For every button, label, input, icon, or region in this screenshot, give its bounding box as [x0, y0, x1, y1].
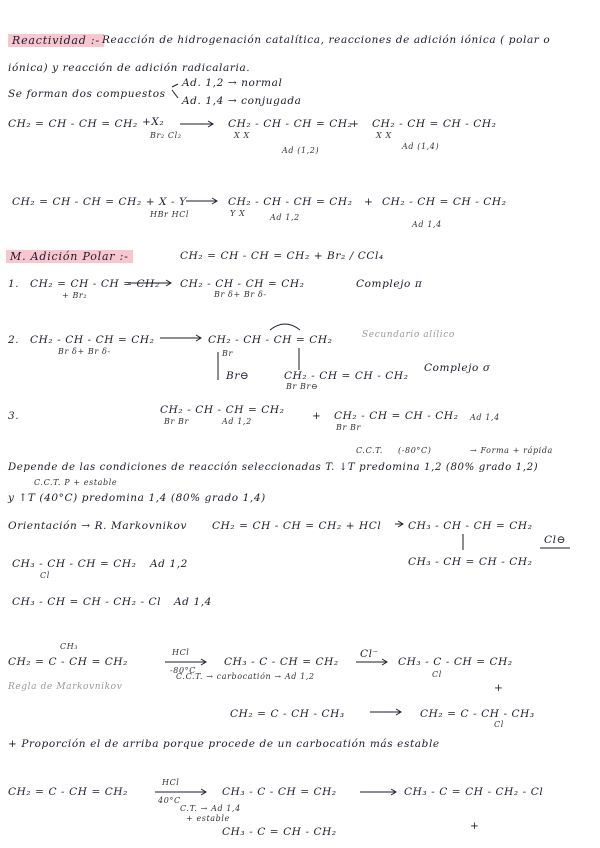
chloride-ion: Cl⊖: [544, 534, 566, 546]
conditions-line-1: Depende de las condiciones de reacción seleccionadas T. ↓T predomina 1,2 (80% grado 1,2): [8, 462, 539, 473]
ex1-faint-note: Regla de Markovnikov: [8, 682, 123, 692]
ex2-reagent: HCl: [162, 778, 180, 787]
rx2-note: HBr HCl: [150, 210, 190, 219]
ex1-reagent: HCl: [172, 648, 190, 657]
forms-option-conjugada: Ad. 1,4 → conjugada: [182, 95, 302, 107]
rx2-plus: +: [364, 196, 374, 208]
ex1-chloride: Cl⁻: [360, 648, 379, 660]
step2-resonance: CH₂ - CH = CH - CH₂: [284, 370, 409, 382]
intro-text-a: Reacción de hidrogenación catalítica, reacciones de adición iónica ( polar o: [102, 34, 551, 46]
step3-product-2-sub: Br Br: [336, 423, 361, 432]
markovnikov-cation-2: CH₃ - CH = CH - CH₂: [408, 556, 533, 568]
section-title-adicion-polar: M. Adición Polar :-: [6, 250, 133, 263]
ex2-cation-2: CH₃ - C = CH - CH₂: [222, 826, 337, 838]
step1-number: 1.: [8, 278, 20, 290]
step2-mid: CH₂ - CH - CH = CH₂: [208, 334, 333, 346]
step1-label: Complejo π: [356, 278, 423, 290]
rx2-product-1: CH₂ - CH - CH = CH₂: [228, 196, 353, 208]
markovnikov-product-2: CH₃ - CH = CH - CH₂ - Cl: [12, 596, 162, 608]
conditions-line-2-top: C.C.T. P + estable: [34, 478, 118, 487]
step1-left: CH₂ = CH - CH = CH₂: [30, 278, 160, 290]
conditions-line-2: y ↑T (40°C) predomina 1,4 (80% grado 1,4): [8, 492, 266, 504]
conclusion-text: + Proporción el de arriba porque procede de un carbocatión más estable: [8, 738, 440, 750]
cond-cct: C.C.T.: [356, 446, 384, 455]
step3-number: 3.: [8, 410, 20, 422]
step3-product-1-sub: Br Br: [164, 417, 189, 426]
ex1-cation: CH₃ - C - CH = CH₂: [224, 656, 339, 668]
brace-lower: [172, 90, 178, 98]
intro-text-b: iónica) y reacción de adición radicalaria.: [8, 62, 251, 74]
step1-left-sub: + Br₂: [62, 291, 88, 300]
section-title-reactividad: Reactividad :-: [8, 34, 104, 47]
rx2-product-1-sub: Y X: [230, 209, 246, 218]
markovnikov-product-2-label: Ad 1,4: [174, 596, 212, 608]
step2-label: Complejo σ: [424, 362, 491, 374]
cond-temp-low: (-80°C): [398, 446, 432, 455]
step2-number: 2.: [8, 334, 20, 346]
markovnikov-product-1: CH₃ - CH - CH = CH₂: [12, 558, 137, 570]
step3-product-1-label: Ad 1,2: [222, 417, 252, 426]
polar-header-reaction: CH₂ = CH - CH = CH₂ + Br₂ / CCl₄: [180, 250, 384, 262]
markovnikov-label: Orientación → R. Markovnikov: [8, 520, 188, 532]
ex2-cation: CH₃ - C - CH = CH₂: [222, 786, 337, 798]
step2-br-ion: Br⊖: [226, 370, 250, 382]
cond-fast-form: → Forma + rápida: [470, 446, 553, 455]
brace-upper: [172, 84, 178, 87]
step1-right-sub: Br δ+ Br δ-: [214, 290, 267, 299]
step2-left-sub: Br δ+ Br δ-: [58, 347, 111, 356]
rx2-product-2: CH₂ - CH = CH - CH₂: [382, 196, 507, 208]
rx1-product-1-sub: X X: [234, 131, 250, 140]
rx1-product-1-label: Ad (1,2): [282, 146, 320, 155]
rx2-product-2-label: Ad 1,4: [412, 220, 442, 229]
rx1-plus: +: [350, 118, 360, 130]
rx1-product-1: CH₂ - CH - CH = CH₂: [228, 118, 353, 130]
ex2-note: C.T. → Ad 1,4: [180, 804, 241, 813]
rx2-reactant: CH₂ = CH - CH = CH₂ + X - Y: [12, 196, 187, 208]
ex1-product-2-sub: Cl: [494, 720, 504, 729]
rx1-product-2: CH₂ - CH = CH - CH₂: [372, 118, 497, 130]
step1-right: CH₂ - CH - CH = CH₂: [180, 278, 305, 290]
rx1-product-2-sub: X X: [376, 131, 392, 140]
s2-curve-arrow: [270, 324, 300, 330]
step3-plus: +: [312, 410, 322, 422]
rx1-reactant: CH₂ = CH - CH = CH₂: [8, 118, 138, 130]
markovnikov-product-1-label: Ad 1,2: [150, 558, 188, 570]
ex1-product-1: CH₃ - C - CH = CH₂: [398, 656, 513, 668]
markovnikov-product-1-sub: Cl: [40, 571, 50, 580]
rx1-reagent: +X₂: [142, 116, 165, 128]
ex1-cation-2: CH₂ = C - CH - CH₃: [230, 708, 345, 720]
rx1-product-2-label: Ad (1,4): [402, 142, 440, 151]
ex2-product: CH₃ - C = CH - CH₂ - Cl: [404, 786, 544, 798]
forms-option-normal: Ad. 1,2 → normal: [182, 77, 283, 89]
ex1-note: C.C.T. → carbocatión → Ad 1,2: [176, 672, 315, 681]
ex2-plus: +: [470, 820, 480, 832]
step3-product-2: CH₂ - CH = CH - CH₂: [334, 410, 459, 422]
step2-left: CH₂ - CH - CH = CH₂: [30, 334, 155, 346]
ex2-note-2: + estable: [186, 814, 230, 823]
markovnikov-cation: CH₃ - CH - CH = CH₂: [408, 520, 533, 532]
markovnikov-reaction: CH₂ = CH - CH = CH₂ + HCl: [212, 520, 382, 532]
rx2-product-1-label: Ad 1,2: [270, 213, 300, 222]
ex1-reactant: CH₂ = C - CH = CH₂: [8, 656, 128, 668]
ex2-reactant: CH₂ = C - CH = CH₂: [8, 786, 128, 798]
ex1-plus: +: [494, 682, 504, 694]
rx1-note: Br₂ Cl₂: [150, 131, 182, 140]
ex1-methyl: CH₃: [60, 642, 79, 651]
forms-label: Se forman dos compuestos: [8, 88, 166, 100]
step3-product-2-label: Ad 1,4: [470, 413, 500, 422]
step3-product-1: CH₂ - CH - CH = CH₂: [160, 404, 285, 416]
ex1-product-2: CH₂ = C - CH - CH₃: [420, 708, 535, 720]
step2-resonance-sub: Br Br⊖: [286, 382, 319, 391]
ex1-temp: -80°C: [170, 666, 197, 675]
step2-mid-sub: Br: [222, 349, 233, 358]
ex1-product-1-sub: Cl: [432, 670, 442, 679]
step2-faint-note: Secundario alílico: [362, 330, 455, 340]
ex2-temp: 40°C: [158, 796, 181, 805]
